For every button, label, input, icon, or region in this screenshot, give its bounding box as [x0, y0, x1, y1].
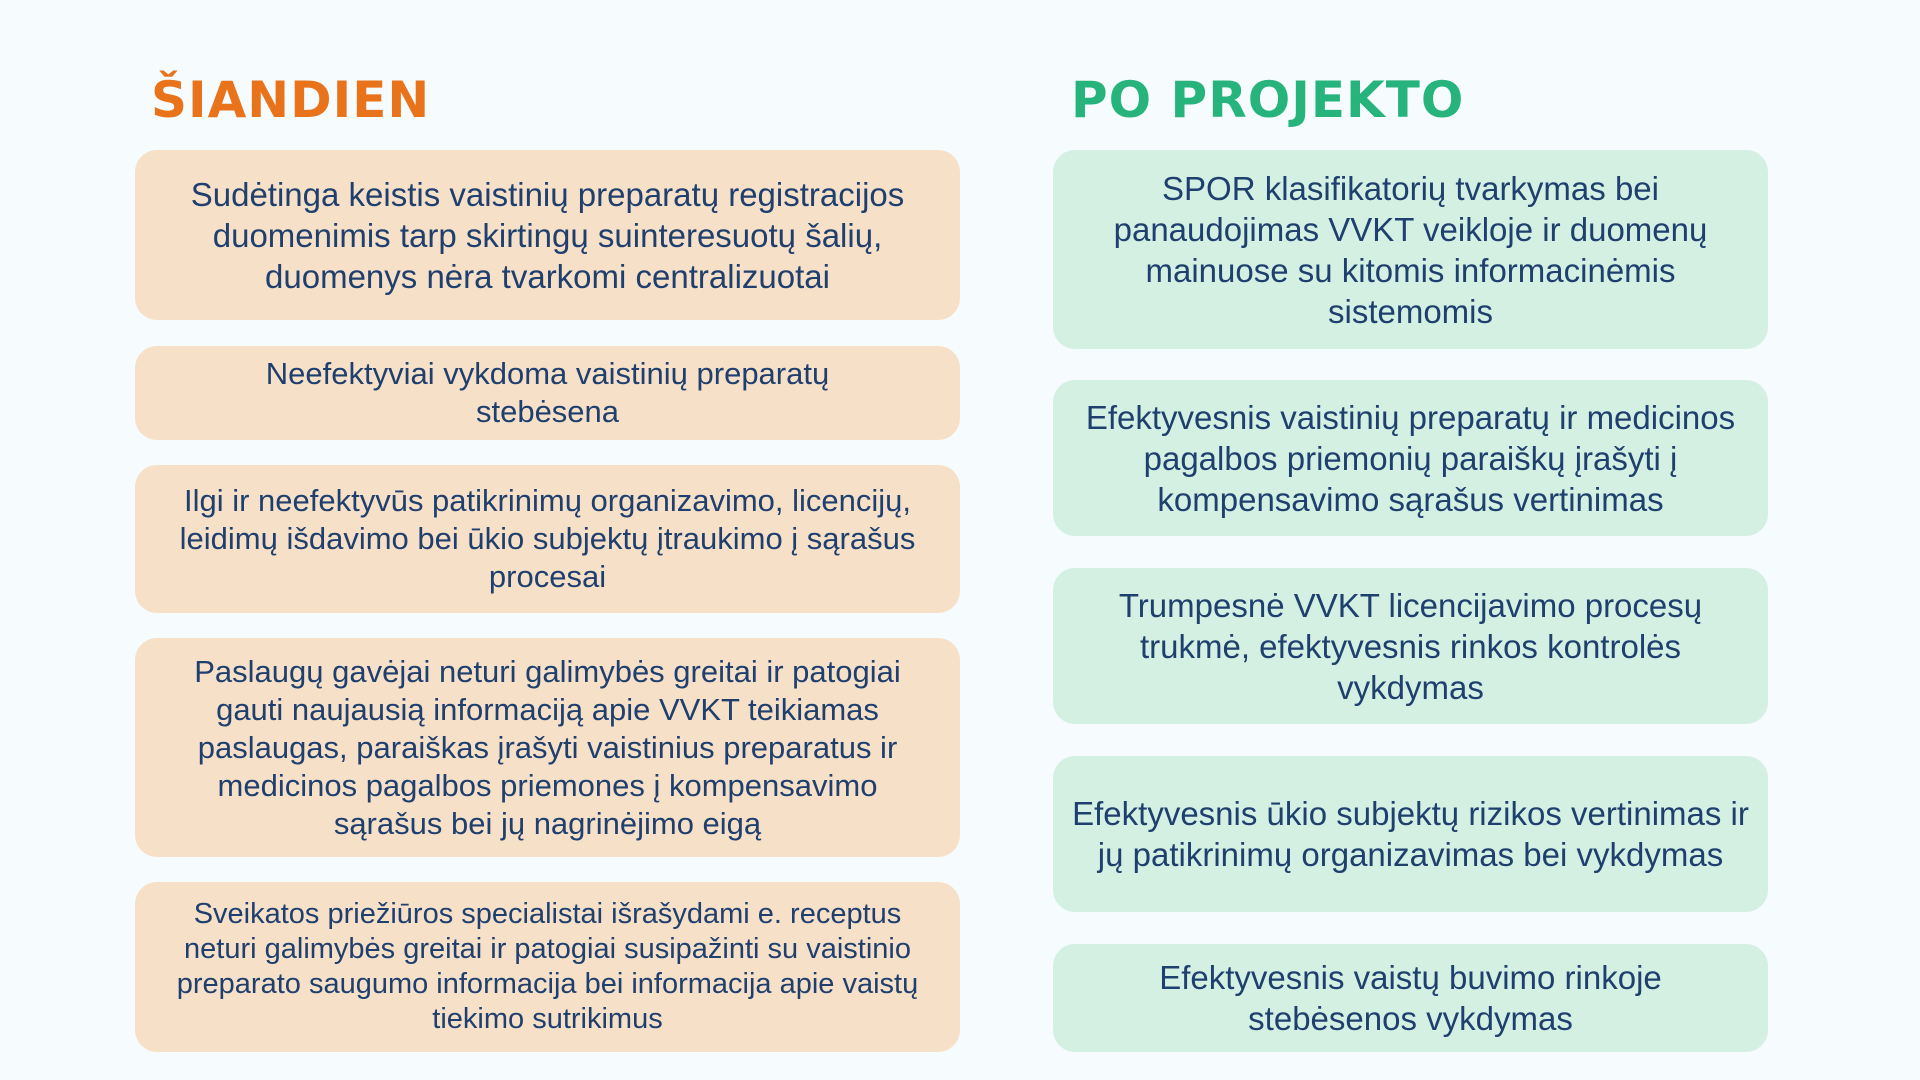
heading-after-project: PO PROJEKTO	[1071, 71, 1465, 129]
after-item-3-text: Trumpesnė VVKT licencijavimo procesų trukmė, efektyvesnis rinkos kontrolės vykdymas	[1118, 586, 1703, 706]
heading-today: ŠIANDIEN	[151, 71, 431, 129]
after-item-5	[1053, 944, 1768, 1052]
after-item-3	[1053, 568, 1768, 724]
after-item-2-text: Efektyvesnis vaistinių preparatų ir medicinos pagalbos priemonių paraiškų įrašyti į kompensavimo sąrašus vertinimas	[1085, 398, 1736, 518]
today-item-3	[135, 465, 960, 613]
today-item-2-text: Neefektyviai vykdoma vaistinių preparatų stebėsena	[265, 356, 830, 429]
today-item-1-text: Sudėtinga keistis vaistinių preparatų registracijos duomenimis tarp skirtingų suinteresuotų šalių, duomenys nėra tvarkomi centralizuotai	[190, 175, 905, 295]
after-item-2	[1053, 380, 1768, 536]
today-item-4	[135, 638, 960, 857]
after-item-4	[1053, 756, 1768, 912]
today-item-2	[135, 346, 960, 440]
after-item-1	[1053, 150, 1768, 349]
today-item-1	[135, 150, 960, 320]
today-item-4-text: Paslaugų gavėjai neturi galimybės greitai ir patogiai gauti naujausią informaciją apie VVKT teikiamas paslaugas, paraiškas įrašyti vaistinius preparatus ir medicinos pagalbos priemones į kompensavimo sąrašus bei jų nagrinėjimo eigą	[194, 653, 901, 841]
today-item-3-text: Ilgi ir neefektyvūs patikrinimų organizavimo, licencijų, leidimų išdavimo bei ūkio subjektų įtraukimo į sąrašus procesai	[179, 483, 916, 594]
today-item-5-text: Sveikatos priežiūros specialistai išrašydami e. receptus neturi galimybės greitai ir patogiai susipažinti su vaistinio preparato saugumo informacija bei informacija apie vaistų tiekimo sutrikimus	[176, 898, 919, 1035]
after-item-1-text: SPOR klasifikatorių tvarkymas bei panaudojimas VVKT veikloje ir duomenų mainuose su kitomis informacinėmis sistemomis	[1113, 169, 1708, 330]
after-item-4-text: Efektyvesnis ūkio subjektų rizikos vertinimas ir jų patikrinimų organizavimas bei vykdymas	[1072, 795, 1749, 873]
today-item-5	[135, 882, 960, 1052]
after-item-5-text: Efektyvesnis vaistų buvimo rinkoje stebėsenos vykdymas	[1159, 959, 1662, 1037]
